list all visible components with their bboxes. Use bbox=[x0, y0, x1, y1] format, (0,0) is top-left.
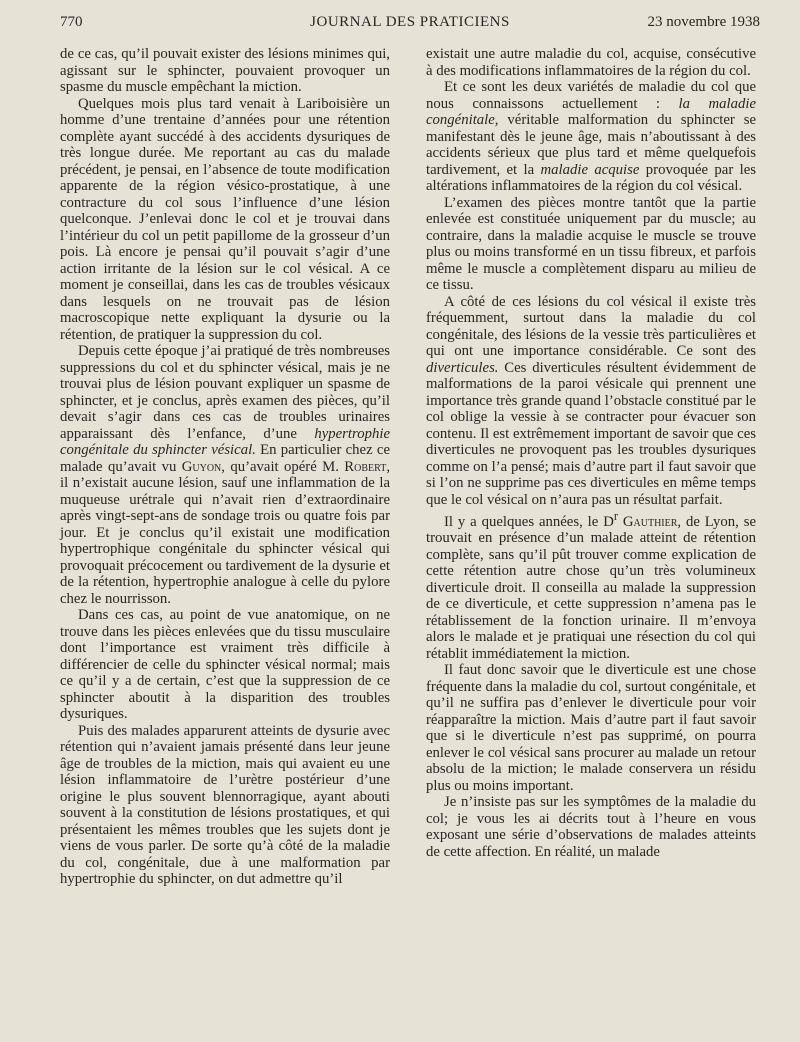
paragraph bbox=[426, 508, 756, 662]
text-run: , il n’existait aucune lésion, sauf une inflammation de la muqueuse urétrale qui n’avait rien d’extraordinaire après vingt-sept-ans de sondage trois ou quatre fois par jour. Et je conclus qu’il existait une modification hypertrophique congénitale du sphincter vésical qui provoquait précocement ou tardivement de la dysurie et de la rétention, hypertrophie analogue à celle du pylore chez le nourrisson. bbox=[60, 458, 390, 607]
text-run: En particulier chez ce malade qu’avait vu bbox=[60, 442, 391, 475]
text-run: Ces diverticules résultent évidemment de malformations de la paroi vésicale qui prennent une importance très grande quand l’obstacle constitué par le col oblige la vessie à se contracter pour évacuer son contenu. Il est extrêmement important de savoir que ces diverticules ne provoquent pas les troubles dysuriques comme on l’a pensé; mais d’autre part il faut savoir que si l’on ne supprime pas ces diverticules en même temps que le col vésical on n’aura pas un résultat parfait. bbox=[426, 359, 756, 508]
person-name: Gauthier bbox=[622, 513, 678, 530]
paragraph: Je n’insiste pas sur les symptômes de la maladie du col; je vous les ai décrits tout à l’heure en vous exposant une série d’observations de malades atteints de cette affection. En réalité, un malade bbox=[426, 794, 756, 860]
paragraph: de ce cas, qu’il pouvait exister des lésions minimes qui, agissant sur le sphincter, pouvaient provoquer un spasme du muscle empêchant la miction. bbox=[60, 46, 390, 95]
paragraph bbox=[60, 343, 390, 607]
issue-date: 23 novembre 1938 bbox=[647, 14, 760, 30]
emphasis: maladie acquise bbox=[540, 161, 640, 178]
paragraph: L’examen des pièces montre tantôt que la partie enlevée est constituée uniquement par du muscle; au contraire, dans la maladie acquise le muscle se trouve plus ou moins transformé en un tissu fibreux, et parfois même le muscle a complètement disparu au milieu de ce tissu. bbox=[426, 194, 756, 293]
text-run: véritable malformation du sphincter se manifestant dès le jeune âge, mais n’aboutissant à des accidents sérieux que plus tard et même quelquefois tardivement, et la bbox=[426, 112, 756, 178]
person-name: Robert bbox=[344, 458, 387, 475]
running-header bbox=[60, 12, 760, 36]
text-run: A côté de ces lésions du col vésical il existe très fréquemment, surtout dans la maladie du col congénitale, des lésions de la vessie très particulières et qui ont une importance considérable. Ce sont des bbox=[426, 293, 756, 359]
emphasis: diverticules. bbox=[426, 359, 499, 376]
paragraph bbox=[426, 294, 756, 509]
text-run: Il y a quelques années, le D bbox=[444, 513, 614, 530]
text-run: Depuis cette époque j’ai pratiqué de très nombreuses suppressions du col et du sphincter vésical, mais je ne trouvai plus de lésion pouvant expliquer un spasme de sphincter, et je conclus, après examen des pièces, qu’il devait s’agir dans ces cas de troubles urinaires apparaissant dès l’enfance, d’une bbox=[60, 343, 390, 442]
text-run: , de Lyon, se trouvait en présence d’un malade atteint de rétention complète, sans qu’il pût trouver comme explication de cette rétention autre chose qu’un très volumineux diverticule droit. Il conseilla au malade la suppression de ce diverticule, et cette suppression n’amena pas le rétablissement de la fonction urinaire. Il m’envoya alors le malade et je pratiquai une résection du col qui rétablit immédiatement la miction. bbox=[426, 513, 757, 662]
paragraph: existait une autre maladie du col, acquise, consécutive à des modifications inflammatoires de la région du col. bbox=[426, 46, 756, 79]
paragraph bbox=[426, 79, 756, 195]
paragraph: Quelques mois plus tard venait à Lariboisière un homme d’une trentaine d’années pour une rétention complète ayant succédé à des accidents dysuriques de très longue durée. Me reportant au cas du malade précédent, je pensai, en l’absence de toute modification apparente de la région vésico-prostatique, à une contracture du col sous l’influence d’une lésion quelconque. J’enlevai donc le col et je trouvai dans l’intérieur du col un petit papillome de la grosseur d’un pois. Là encore je pensai qu’il pouvait s’agir d’une action irritante de la lésion sur le col vésical. A ce moment je conseillai, dans les cas de troubles vésicaux dans lesquels on ne trouvait pas de lésion macroscopique nette expliquant la dysurie ou la rétention, de pratiquer la suppression du col. bbox=[60, 95, 390, 343]
emphasis: la maladie congénitale, bbox=[426, 95, 756, 128]
left-column bbox=[60, 46, 390, 888]
paragraph: Il faut donc savoir que le diverticule est une chose fréquente dans la maladie du col, surtout congénitale, et qu’il ne suffira pas d’enlever le diverticule pour voir réapparaître la miction. Mais d’autre part il faut savoir que si le diverticule n’est pas supprimé, on pourra enlever le col vésical sans procurer au malade un retour absolu de la miction; le malade conservera un résidu plus ou moins important. bbox=[426, 662, 756, 794]
person-name: Guyon bbox=[181, 458, 222, 475]
paragraph: Dans ces cas, au point de vue anatomique, on ne trouve dans les pièces enlevées que du tissu musculaire dont l’importance est vraiment très difficile à différencier de celle du sphincter vésical normal; mais ce qu’il y a de certain, c’est que la suppression de ce sphincter aboutit à la disparition des troubles dysuriques. bbox=[60, 607, 390, 722]
paragraph: Puis des malades apparurent atteints de dysurie avec rétention qui n’avaient jamais présenté dans leur jeune âge de troubles de la miction, mais qui avaient eu une lésion inflammatoire de l’urètre postérieur d’une origine le plus souvent blennorragique, ayant abouti souvent à la constitution de lésions prostatiques, et qui présentaient les mêmes troubles que les sujets dont je viens de vous parler. De sorte qu’à côté de la maladie du col, congénitale, due à une malformation par hypertrophie du sphincter, on dut admettre qu’il bbox=[60, 722, 390, 887]
journal-title: JOURNAL DES PRATICIENS bbox=[310, 14, 510, 30]
text-run: Et ce sont les deux variétés de maladie du col que nous connaissons actuellement : bbox=[426, 79, 756, 112]
right-column bbox=[426, 46, 756, 860]
text-run: , qu’avait opéré M. bbox=[221, 458, 345, 475]
emphasis: hypertrophie congénitale du sphincter vésical. bbox=[60, 425, 390, 458]
superscript: r bbox=[613, 509, 618, 523]
text-run: provoquée par les altérations inflammatoires de la région du col vésical. bbox=[426, 161, 756, 194]
page-number: 770 bbox=[60, 14, 83, 30]
